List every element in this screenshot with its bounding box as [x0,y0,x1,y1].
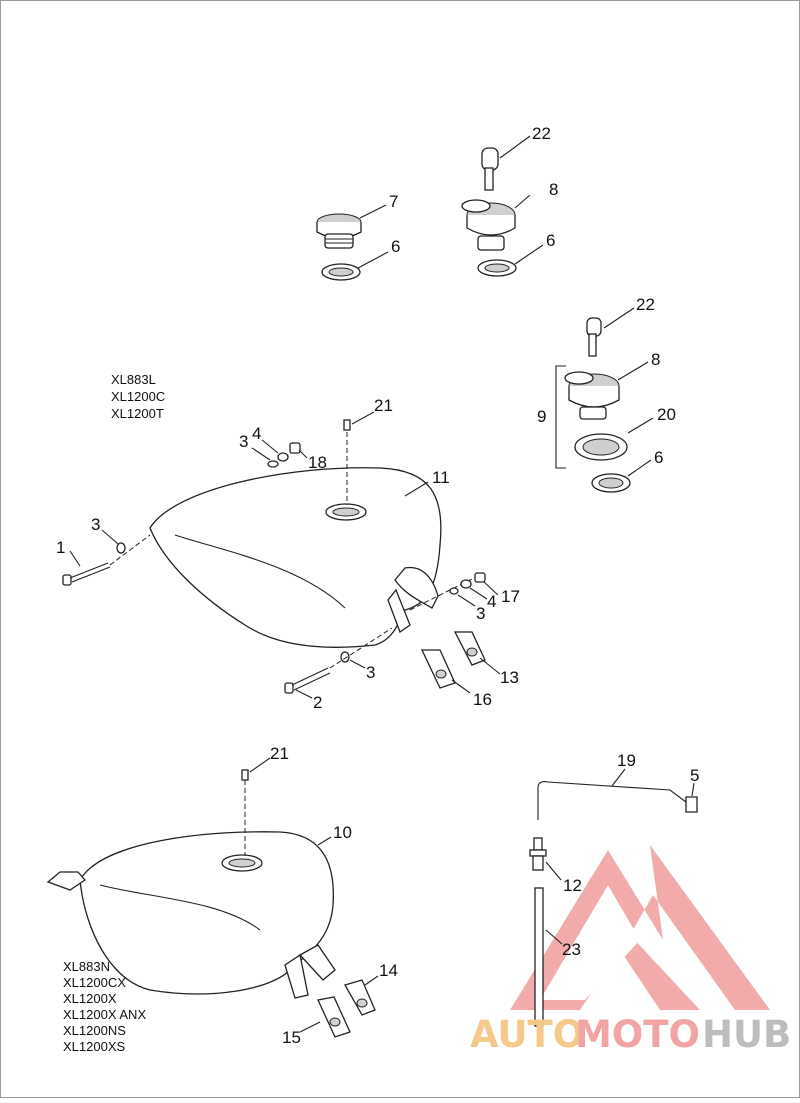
callout-8a: 8 [549,180,559,199]
callout-3b: 3 [91,515,101,534]
lower-model-1: XL883N [63,959,110,974]
lower-model-3: XL1200X [63,991,117,1006]
callout-3c: 3 [476,604,486,623]
watermark-part-moto: MOTO [575,1013,700,1056]
lower-model-6: XL1200XS [63,1039,126,1054]
callout-1: 1 [56,538,66,557]
callout-20: 20 [657,405,676,424]
callout-18: 18 [308,453,327,472]
callout-23: 23 [562,940,581,959]
callout-10: 10 [333,823,352,842]
callout-11: 11 [432,468,450,487]
watermark-part-hub: HUB [702,1013,792,1056]
callout-15: 15 [282,1028,301,1047]
callout-9: 9 [537,407,547,426]
callout-13: 13 [500,668,519,687]
upper-model-2: XL1200C [111,389,166,404]
callout-21b: 21 [270,744,289,763]
lower-model-5: XL1200NS [63,1023,126,1038]
callout-2: 2 [313,693,323,712]
callout-22a: 22 [532,124,551,143]
callout-21a: 21 [374,396,393,415]
callout-4a: 4 [252,424,262,443]
lower-model-4: XL1200X ANX [63,1007,147,1022]
upper-model-1: XL883L [111,372,156,387]
callout-5: 5 [690,766,700,785]
callout-6c: 6 [654,448,664,467]
callout-8b: 8 [651,350,661,369]
callout-12: 12 [563,876,582,895]
callout-3a: 3 [239,432,249,451]
callout-3d: 3 [366,663,376,682]
callout-17: 17 [501,587,520,606]
watermark-part-auto: AUTO [470,1013,585,1056]
lower-model-2: XL1200CX [63,975,126,990]
callout-16: 16 [473,690,492,709]
callout-4b: 4 [487,592,497,611]
callout-14: 14 [379,961,398,980]
callout-7: 7 [389,192,399,211]
callout-6b: 6 [546,231,556,250]
callout-19: 19 [617,751,636,770]
callout-22b: 22 [636,295,655,314]
upper-model-3: XL1200T [111,406,164,421]
callout-6a: 6 [391,237,401,256]
